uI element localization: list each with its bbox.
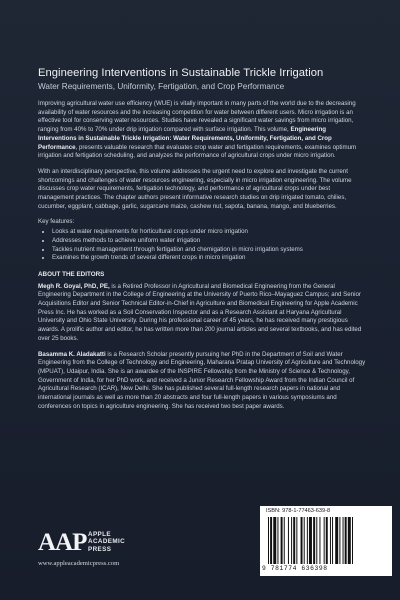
description-paragraph-1 <box>38 100 366 161</box>
barcode <box>260 506 392 576</box>
key-feature-item: • Looks at water requirements for horticultural crops under micro irrigation <box>52 228 366 237</box>
publisher-name <box>88 531 125 553</box>
editor-1-bio <box>38 283 366 344</box>
key-features-label: Key features: <box>38 218 75 226</box>
publisher-name-line: APPLE <box>88 531 111 538</box>
key-features-list <box>38 228 366 263</box>
editor-1-text: is a Retired Professor in Agricultural and Biomedical Engineering from the General Engineering Department in the College of Engineering at the University of Puerto Rico–Mayaguez Campus; and Senior Acquisitions Editor and Senior Technical Editor-in-Chief in Agriculture and Biomedical Engineering for Apple Academic Press Inc. He has worked as a Soil Conservation Inspector and as a Research Assistant at Haryana Agricultural University and Ohio State University. During his professional career of 45 years, he has received many prestigious awards. A prolific author and editor, he has written more than 200 journal articles and several textbooks, and has edited over 25 books. <box>38 282 362 342</box>
barcode-number: 9 781774 636398 <box>262 565 328 572</box>
book-subtitle: Water Requirements, Uniformity, Fertigation, and Crop Performance <box>38 82 285 91</box>
description-title-bold: Engineering Interventions in Sustainable Trickle Irrigation: Water Requirements, Uniformity, Fertigation, and Crop Performance <box>38 126 332 151</box>
key-feature-item: • Addresses methods to achieve uniform water irrigation <box>52 237 366 246</box>
about-editors-heading: ABOUT THE EDITORS <box>38 270 105 278</box>
publisher-name-line: ACADEMIC <box>88 538 126 546</box>
barcode-bars <box>268 517 384 564</box>
description-paragraph-2: With an interdisciplinary perspective, this volume addresses the urgent need to explore and investigate the current shortcomings and challenges of water resources engineering, especially in micro irrigation engineering. The volume discusses crop water requirements, fertigation technology, and performance of agricultural crops under best management practices. The chapter authors present informative research studies on drip irrigated tomato, chilies, cucumber, eggplant, cabbage, garlic, sugarcane maize, cashew nut, sapota, banana, mango, and blueberries. <box>38 167 352 210</box>
key-feature-item: • Tackles nutrient management through fertigation and chemigation in micro irrigation systems <box>52 246 366 255</box>
isbn-text: ISBN: 978-1-77463-639-8 <box>266 508 331 514</box>
description-text-b: , presents valuable research that evaluates crop water and fertigation requirements, examines optimum irrigation and fertigation scheduling, and analyzes the performance of agricultural crops under micro irrigation. <box>38 143 357 160</box>
cover-text <box>38 100 366 419</box>
key-feature-item: • Examines the growth trends of several different crops in micro irrigation <box>52 254 366 263</box>
editor-2-text: is a Research Scholar presently pursuing her PhD in the Department of Soil and Water Engineering from the College of Technology and Engineering, Maharana Pratap University of Agriculture and Technology (MPUAT), Udaipur, India. She is an awardee of the INSPIRE Fellowship from the Ministry of Science & Technology, Government of India, for her PhD work, and received a Junior Research Fellowship Award from the Indian Council of Agricultural Research (ICAR), New Delhi. She has published several full-length research papers in national and international journals as well as more than 20 abstracts and four full-length papers in various symposiums and conferences on topics in agriculture engineering. She has received two best paper awards. <box>38 350 366 410</box>
publisher-website: www.appleacademicpress.com <box>38 560 120 567</box>
editor-2-bio <box>38 351 366 412</box>
editor-1-name: Megh R. Goyal, PhD, PE, <box>38 282 110 290</box>
publisher-logo <box>38 530 188 570</box>
editor-2-name: Basamma K. Aladakatti <box>38 350 106 358</box>
book-title: Engineering Interventions in Sustainable Trickle Irrigation <box>38 67 324 79</box>
publisher-logo-mark: AAP <box>38 529 87 556</box>
cover-footer <box>38 506 368 576</box>
description-text-a: Improving agricultural water use efficiency (WUE) is vitally important in many parts of the world due to the decreasing availability of water resources and the increasing competition for water between different users. Micro irrigation is an effective tool for conserving water resources. Studies have revealed a significant water savings from micro irrigation, ranging from 40% to 70% under drip irrigation compared with surface irrigation. This volume, <box>38 100 356 134</box>
publisher-name-line: PRESS <box>88 545 112 553</box>
